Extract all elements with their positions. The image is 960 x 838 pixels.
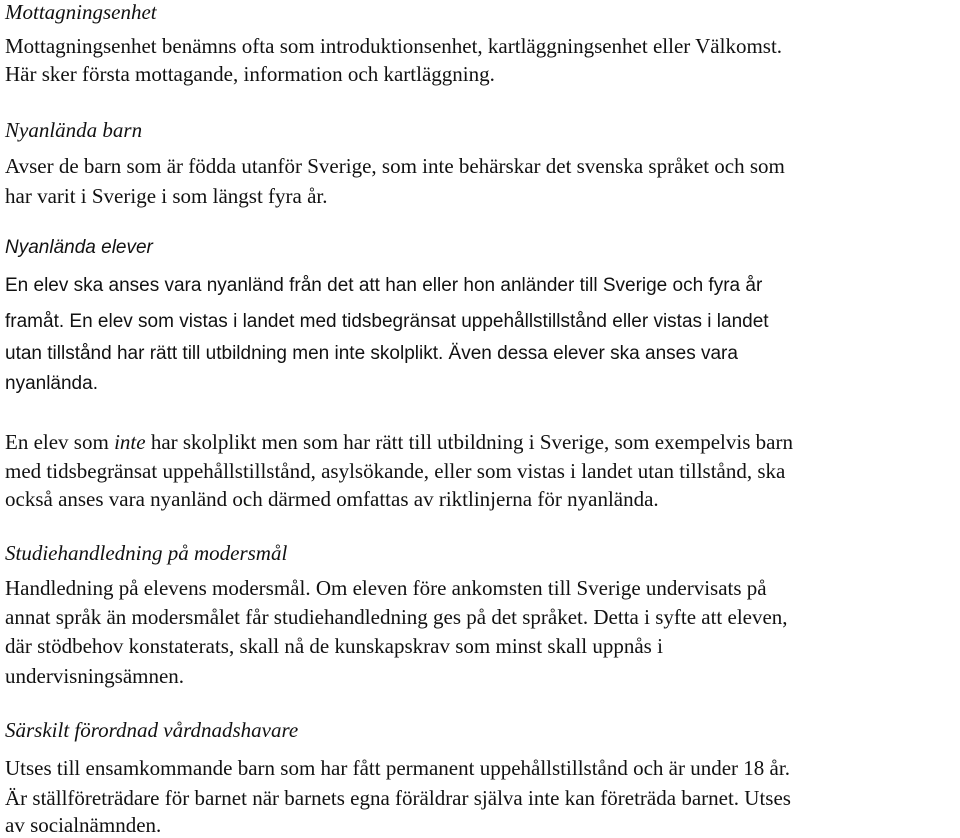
heading-mottagningsenhet: Mottagningsenhet — [5, 0, 157, 24]
heading-nyanlanda-barn: Nyanlända barn — [5, 118, 143, 142]
paragraph-line: annat språk än modersmålet får studiehandledning ges på det språket. Detta i syfte att eleven, — [5, 605, 788, 629]
paragraph-line: utan tillstånd har rätt till utbildning men inte skolplikt. Även dessa elever ska anses vara — [5, 343, 738, 364]
paragraph-line: undervisningsämnen. — [5, 664, 185, 688]
paragraph-line: där stödbehov konstaterats, skall nå de kunskapskrav som minst skall uppnås i — [5, 634, 663, 658]
paragraph-line: Mottagningsenhet benämns ofta som introduktionsenhet, kartläggningsenhet eller Välkomst. — [5, 34, 783, 58]
text-segment: har skolplikt men som har rätt till utbildning i Sverige, som exempelvis barn — [145, 430, 793, 454]
paragraph-line: En elev ska anses vara nyanländ från det att han eller hon anländer till Sverige och fyra år — [5, 275, 763, 296]
paragraph-line: framåt. En elev som vistas i landet med tidsbegränsat uppehållstillstånd eller vistas i landet — [5, 311, 769, 332]
paragraph-line: med tidsbegränsat uppehållstillstånd, asylsökande, eller som vistas i landet utan tillstånd, ska — [5, 459, 786, 483]
paragraph-line-with-emphasis — [5, 430, 793, 454]
text-segment: En elev som — [5, 430, 115, 454]
paragraph-line: Är ställföreträdare för barnet när barnets egna föräldrar själva inte kan företräda barnet. Utses — [5, 786, 791, 810]
paragraph-line: av socialnämnden. — [5, 813, 162, 837]
heading-studiehandledning: Studiehandledning på modersmål — [5, 541, 288, 565]
paragraph-line: Handledning på elevens modersmål. Om eleven före ankomsten till Sverige undervisats på — [5, 576, 767, 600]
paragraph-line: har varit i Sverige i som längst fyra år. — [5, 184, 328, 208]
paragraph-line: Här sker första mottagande, information och kartläggning. — [5, 62, 495, 86]
paragraph-line: också anses vara nyanländ och därmed omfattas av riktlinjerna för nyanlända. — [5, 487, 659, 511]
emphasized-text: inte — [114, 430, 146, 454]
paragraph-line: nyanlända. — [5, 373, 98, 394]
paragraph-line: Avser de barn som är födda utanför Sverige, som inte behärskar det svenska språket och som — [5, 154, 785, 178]
paragraph-line: Utses till ensamkommande barn som har fått permanent uppehållstillstånd och är under 18 år. — [5, 756, 790, 780]
heading-sarskilt-forordnad: Särskilt förordnad vårdnadshavare — [5, 718, 299, 742]
heading-nyanlanda-elever: Nyanlända elever — [5, 237, 153, 258]
